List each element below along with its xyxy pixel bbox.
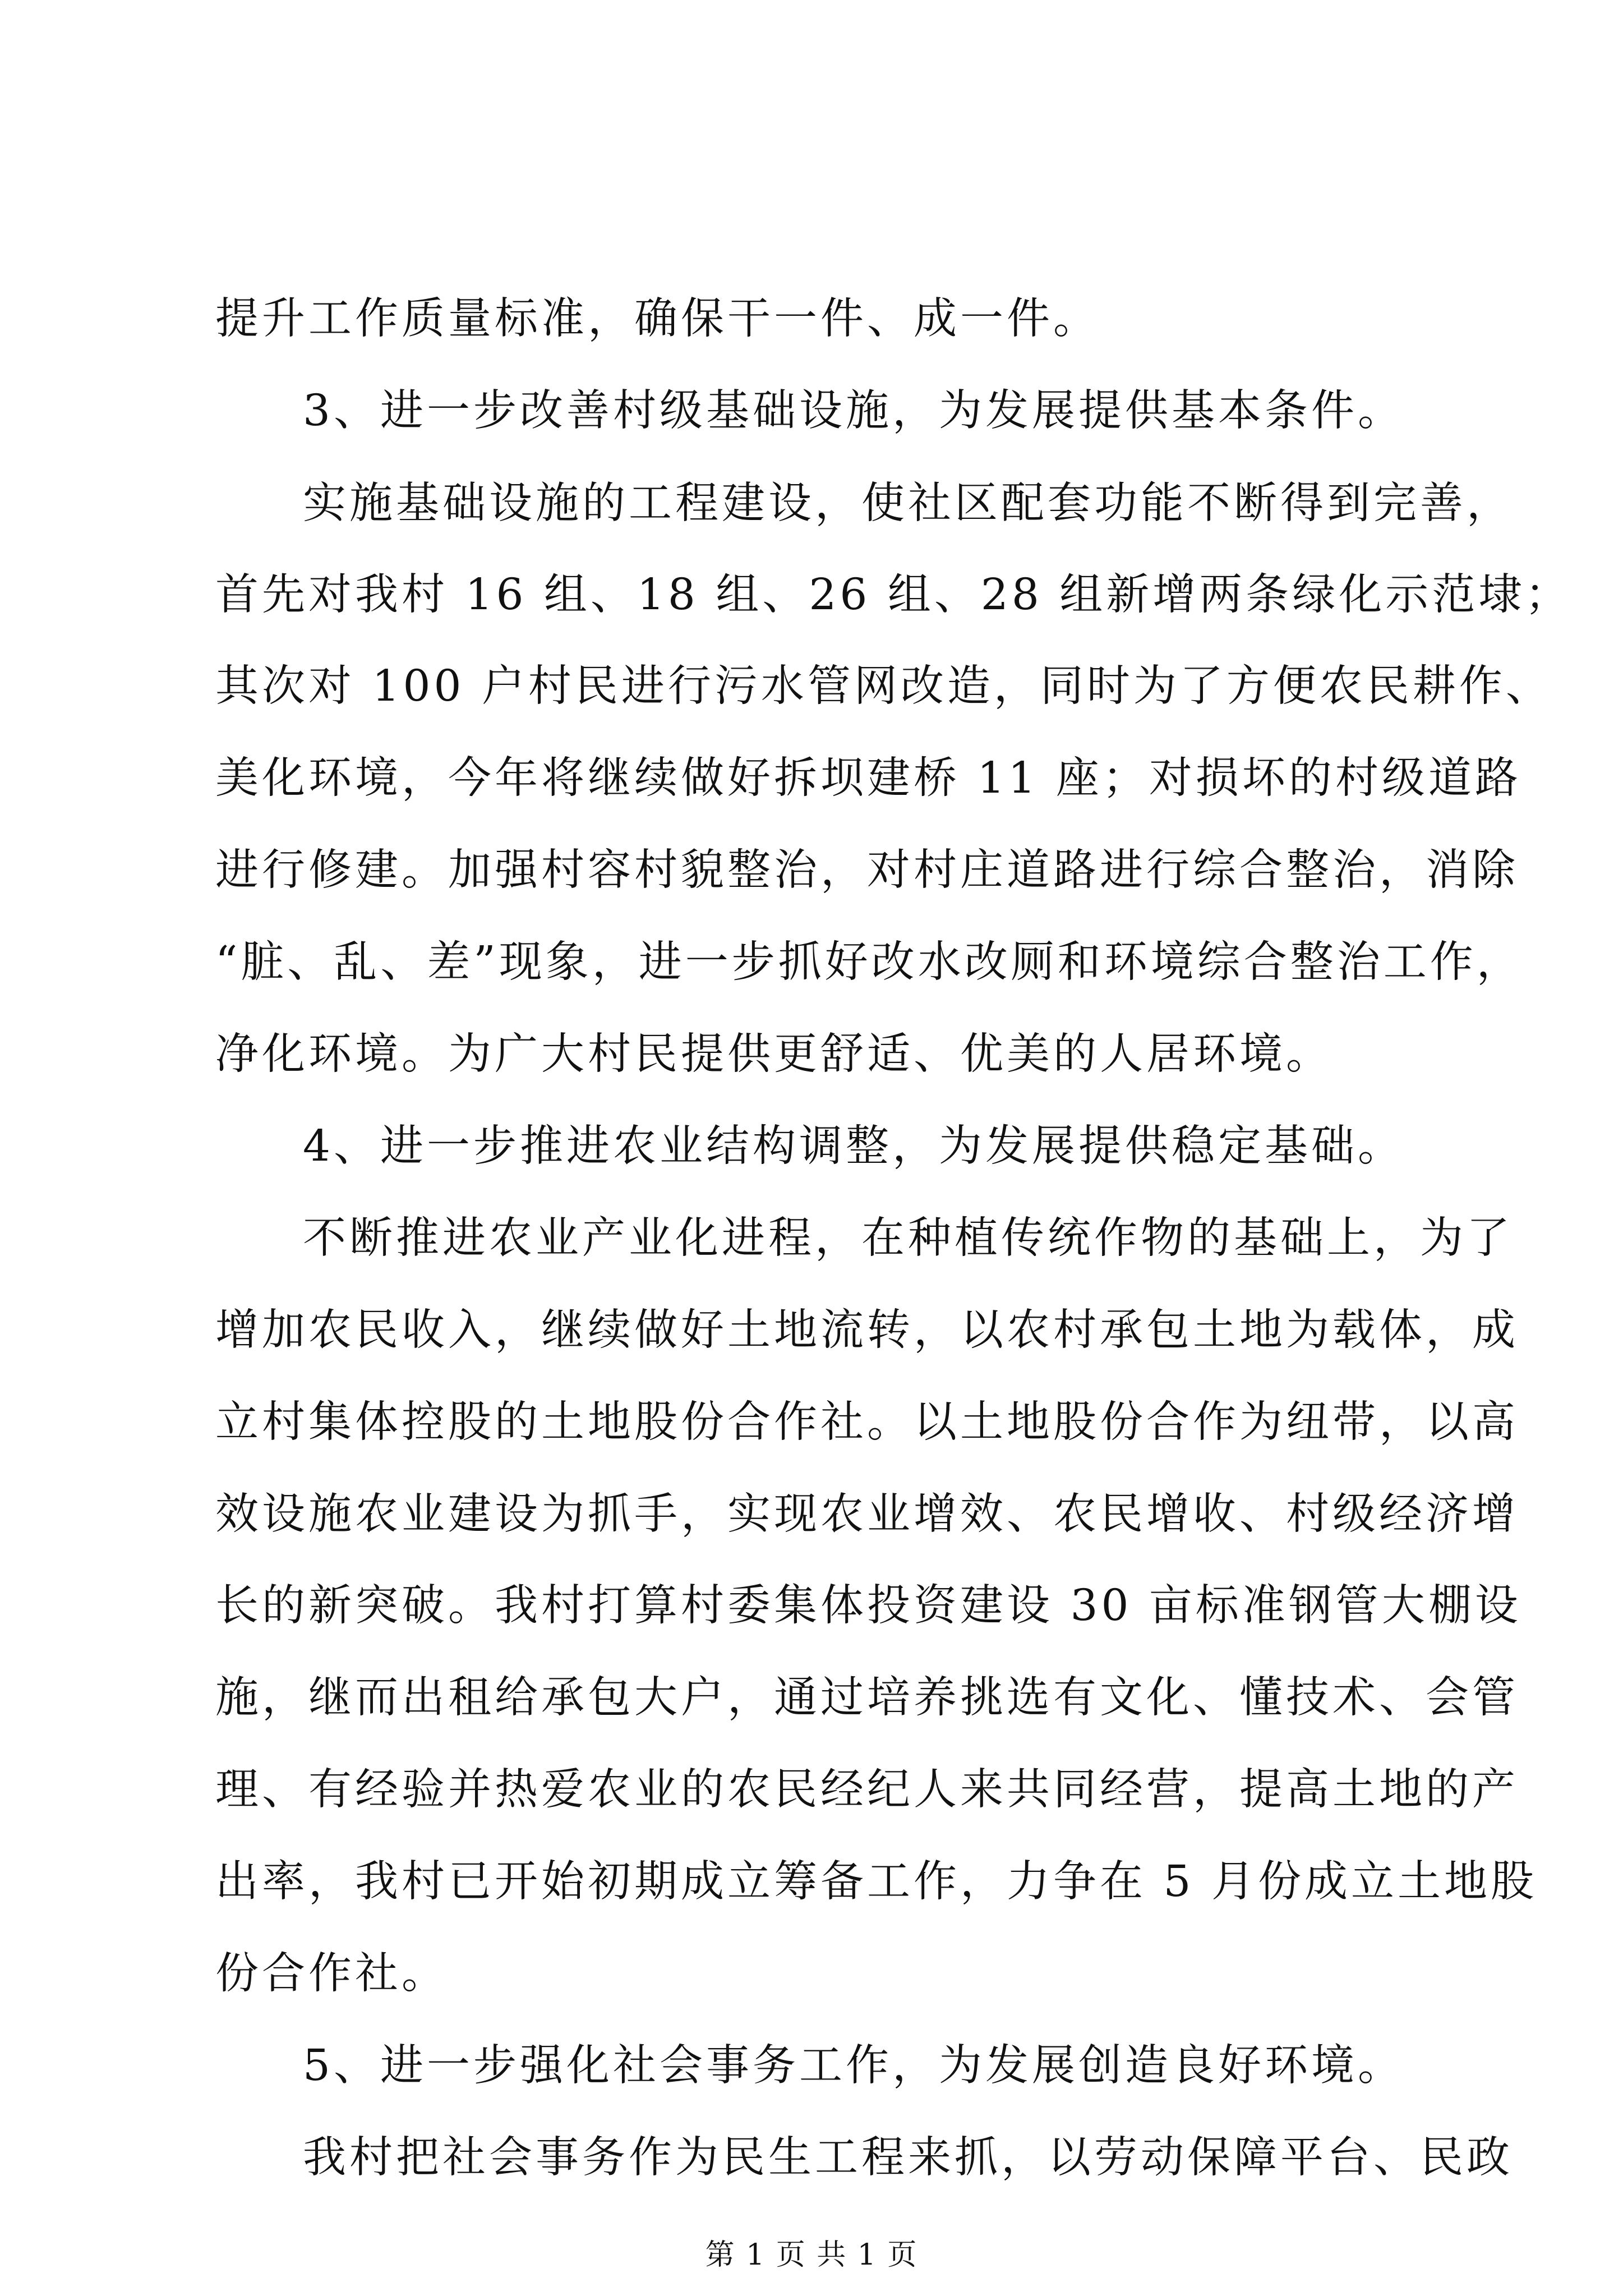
text-line: 长的新突破。我村打算村委集体投资建设 30 亩标准钢管大棚设 <box>215 1581 1521 1631</box>
text-line: 实施基础设施的工程建设，使社区配套功能不断得到完善， <box>303 478 1513 528</box>
text-line: 效设施农业建设为抓手，实现农业增效、农民增收、村级经济增 <box>215 1489 1519 1539</box>
text-line: 其次对 100 户村民进行污水管网改造，同时为了方便农民耕作、 <box>215 661 1552 711</box>
text-line: 出率，我村已开始初期成立筹备工作，力争在 5 月份成立土地股 <box>215 1857 1537 1907</box>
section-heading: 3、进一步改善村级基础设施，为发展提供基本条件。 <box>303 386 1404 436</box>
text-line: 我村把社会事务作为民生工程来抓，以劳动保障平台、民政 <box>303 2133 1513 2183</box>
text-line: 立村集体控股的土地股份合作社。以土地股份合作为纽带，以高 <box>215 1397 1519 1447</box>
text-line: “脏、乱、差”现象，进一步抓好改水改厕和环境综合整治工作， <box>215 937 1523 987</box>
text-line: 施，继而出租给承包大户，通过培养挑选有文化、懂技术、会管 <box>215 1673 1519 1723</box>
text-line: 首先对我村 16 组、18 组、26 组、28 组新增两条绿化示范埭； <box>215 570 1572 620</box>
section-heading: 4、进一步推进农业结构调整，为发展提供稳定基础。 <box>303 1121 1404 1171</box>
text-line: 提升工作质量标准，确保干一件、成一件。 <box>215 294 1100 344</box>
text-line: 不断推进农业产业化进程，在种植传统作物的基础上，为了 <box>303 1213 1513 1263</box>
text-line: 进行修建。加强村容村貌整治，对村庄道路进行综合整治，消除 <box>215 845 1519 895</box>
page-number-footer: 第 1 页 共 1 页 <box>705 2238 918 2272</box>
section-heading: 5、进一步强化社会事务工作，为发展创造良好环境。 <box>303 2041 1404 2091</box>
text-line: 理、有经验并热爱农业的农民经纪人来共同经营，提高土地的产 <box>215 1765 1519 1815</box>
text-line: 份合作社。 <box>215 1949 448 1999</box>
text-line: 增加农民收入，继续做好土地流转，以农村承包土地为载体，成 <box>215 1305 1519 1355</box>
text-line: 净化环境。为广大村民提供更舒适、优美的人居环境。 <box>215 1029 1332 1079</box>
text-line: 美化环境，今年将继续做好拆坝建桥 11 座；对损坏的村级道路 <box>215 753 1521 803</box>
